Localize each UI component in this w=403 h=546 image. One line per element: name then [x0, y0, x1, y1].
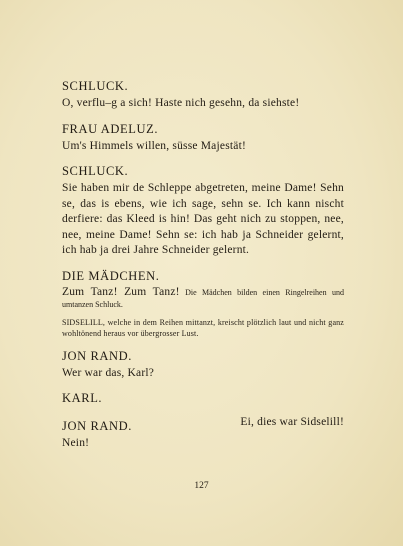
speaker-name: FRAU ADELUZ. [62, 121, 159, 136]
stage-direction: SIDSELILL, welche in dem Reihen mittanzt, kreischt plötzlich laut und nicht ganz wohltönend heraus vor übergrosser Lust. [62, 317, 344, 338]
play-text [62, 78, 344, 452]
speaker-name: SCHLUCK. [62, 79, 129, 93]
dialogue-line: O, verflu–g a sich! Haste nich gesehn, da siehste! [62, 97, 300, 109]
dialogue-line: Nein! [62, 437, 90, 449]
dialogue-line: Sie haben mir de Schleppe abgetreten, meine Dame! Sehn se, das is ebens, wie ich sage, sehn se. Ich kann nischt derfiere: das Kleed is hin! Das geht nich zu stoppen, nee, nee, meine Dame! Sehn se: ich hab ja Schneider gelernt, ich hab ja drei Jahre Schneider gelernt. [62, 182, 344, 256]
dialogue-with-stage-direction [62, 286, 344, 311]
dialogue-line: Ei, dies war Sidselill! [240, 416, 344, 428]
speaker-name: DIE MÄDCHEN. [62, 268, 160, 283]
dialogue-line: Um's Himmels willen, süsse Majestät! [62, 139, 246, 152]
speaker-name: SCHLUCK. [62, 164, 129, 178]
dialogue-line: Wer war das, Karl? [62, 366, 155, 379]
page-number: 127 [194, 481, 209, 491]
dialogue-line: Zum Tanz! Zum Tanz! [62, 285, 180, 298]
stage-direction: Die Mädchen bilden einen Ringelreihen und umtanzen Schluck. [62, 287, 344, 309]
speaker-name: JON RAND. [62, 419, 132, 433]
speaker-name: JON RAND. [62, 348, 132, 363]
speaker-name: KARL. [62, 391, 103, 405]
